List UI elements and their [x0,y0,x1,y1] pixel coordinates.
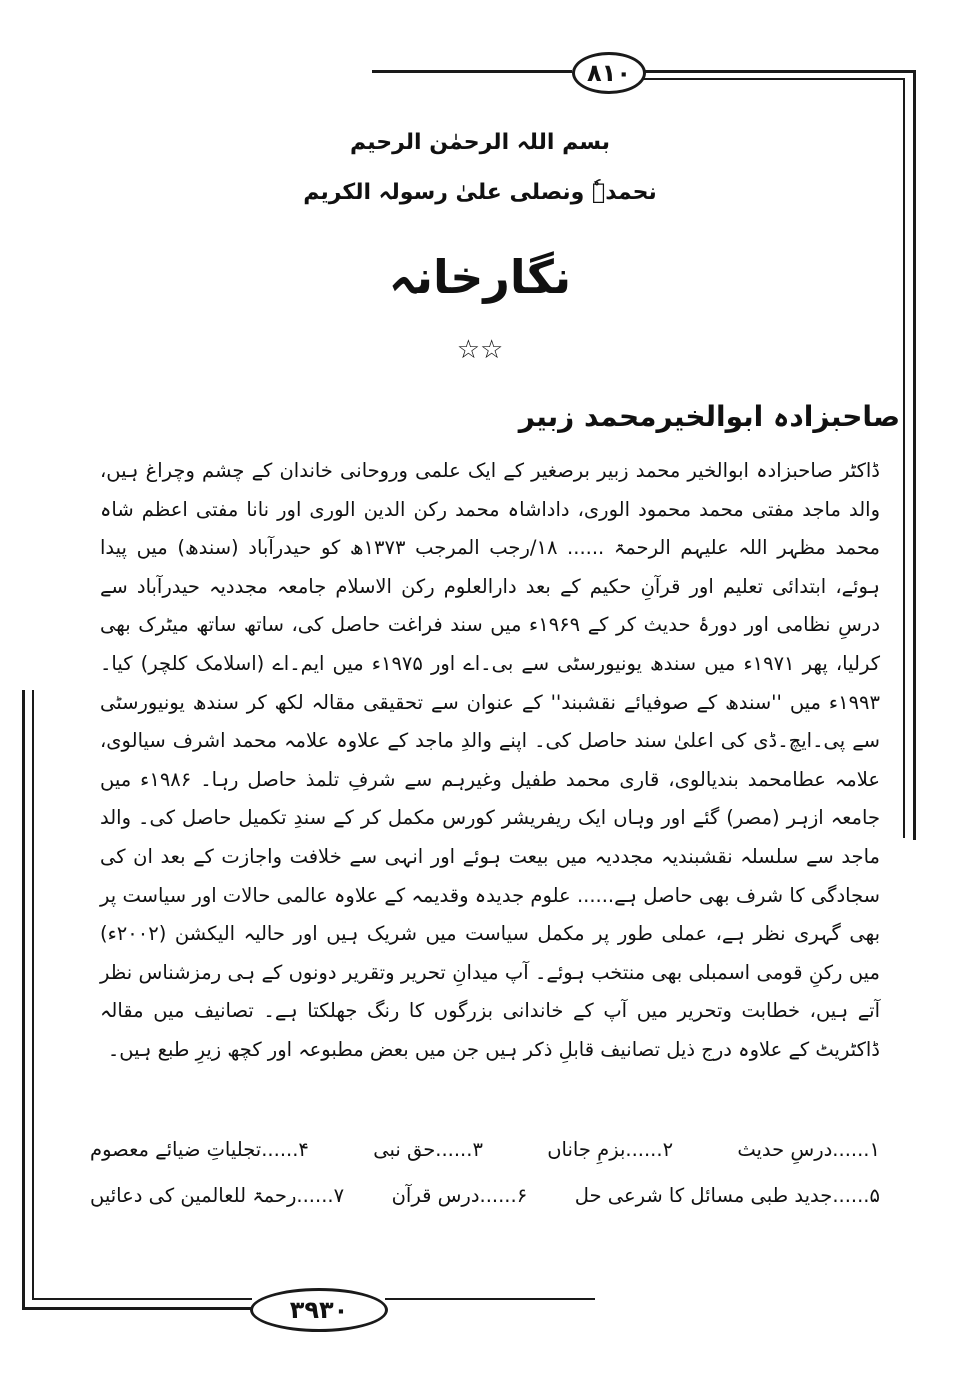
work-item: ۶......درس قرآن [391,1184,528,1207]
work-item: ۱......درسِ حدیث [737,1138,880,1161]
bismillah: بسم اللہ الرحمٰن الرحیم [349,130,610,155]
frame-bottom-line-2 [32,1298,252,1300]
work-item: ۷......رحمۃ للعالمین کی دعائیں [90,1184,345,1207]
works-list-2 [90,1184,880,1207]
stars-ornament: ☆☆ [456,335,504,365]
page-title: نگارخانہ [388,250,572,304]
frame-top-line [640,70,915,73]
frame-bottom-line [22,1307,252,1310]
frame-left-line-2 [32,690,34,1300]
frame-top-line-2 [640,78,905,80]
work-item: ۲......بزمِ جاناں [547,1138,674,1161]
biography-paragraph: ڈاکٹر صاحبزادہ ابوالخیر محمد زبیر برصغیر کے ایک علمی وروحانی خاندان کے چشم وچراغ ہیں، والد ماجد مفتی محمد محمود الوری، داداشاہ محمد رکن الدین الوری اور نانا مفتی اعظم شاہ محمد مظہر اللہ علیہم الرحمۃ ...... ۱۸/رجب المرجب ۱۳۷۳ھ کو حیدرآباد (سندھ) میں پیدا ہوئے، ابتدائی تعلیم اور قرآنِ حکیم کے بعد دارالعلوم رکن الاسلام جامعہ مجددیہ حیدرآباد سے درسِ نظامی اور دورۂ حدیث کر کے ۱۹۶۹ء میں سند فراغت حاصل کی، ساتھ ساتھ میٹرک بھی کرلیا، پھر ۱۹۷۱ء میں سندھ یونیورسٹی سے بی۔اے اور ۱۹۷۵ء میں ایم۔اے (اسلامک کلچر) کیا۔ ۱۹۹۳ء میں ''سندھ کے صوفیائے نقشبند'' کے عنوان سے تحقیقی مقالہ لکھ کر سندھ یونیورسٹی سے پی۔ایچ۔ڈی کی اعلیٰ سند حاصل کی۔ اپنے والدِ ماجد کے علاوہ علامہ محمد اشرف سیالوی، علامہ عطامحمد بندیالوی، قاری محمد طفیل وغیرہم سے شرفِ تلمذ حاصل رہا۔ ۱۹۸۶ء میں جامعہ ازہر (مصر) گئے اور وہاں ایک ریفریشر کورس مکمل کر کے سندِ تکمیل حاصل کی۔ والد ماجد سے سلسلہ نقشبندیہ مجددیہ میں بیعت ہوئے اور انہی سے خلافت واجازت کے بعد ان کی سجادگی کا شرف بھی حاصل ہے...... علوم جدیدہ وقدیمہ کے علاوہ عالمی حالات اور سیاست پر بھی گہری نظر ہے، عملی طور پر مکمل سیاست میں شریک ہیں اور حالیہ الیکشن (۲۰۰۲ء) میں رکنِ قومی اسمبلی بھی منتخب ہوئے۔ آپ میدانِ تحریر وتقریر دونوں کے ہی رمزشناس نظر آتے ہیں، خطابت وتحریر میں آپ کے خاندانی بزرگوں کا رنگ جھلکتا ہے۔ تصانیف میں مقالہ ڈاکٹریٹ کے علاوہ درج ذیل تصانیف قابلِ ذکر ہیں جن میں بعض مطبوعہ اور کچھ زیرِ طبع ہیں۔ [100,459,881,1061]
frame-left-line-top [372,70,572,73]
frame-right-line [913,70,916,840]
works-row-2 [90,1184,880,1207]
page-number-top: ۸۱۰ [572,52,646,94]
work-item: ۴......تجلیاتِ ضیائے معصوم [90,1138,309,1161]
biography-text [100,452,880,1070]
page-number-bottom: ۳۹۳۰ [250,1288,388,1332]
frame-right-line-2 [903,78,905,838]
work-item: ۵......جدید طبی مسائل کا شرعی حل [574,1184,880,1207]
frame-bottom-line-right [385,1298,595,1300]
hamd-line: نحمدہٗ ونصلی علیٰ رسولہ الکریم [303,180,657,205]
works-row-1 [90,1138,880,1161]
works-list [90,1138,880,1161]
section-heading: صاحبزادہ ابوالخیرمحمد زبیر [518,400,900,433]
work-item: ۳......حق نبی [373,1138,483,1161]
frame-left-line [22,690,25,1310]
